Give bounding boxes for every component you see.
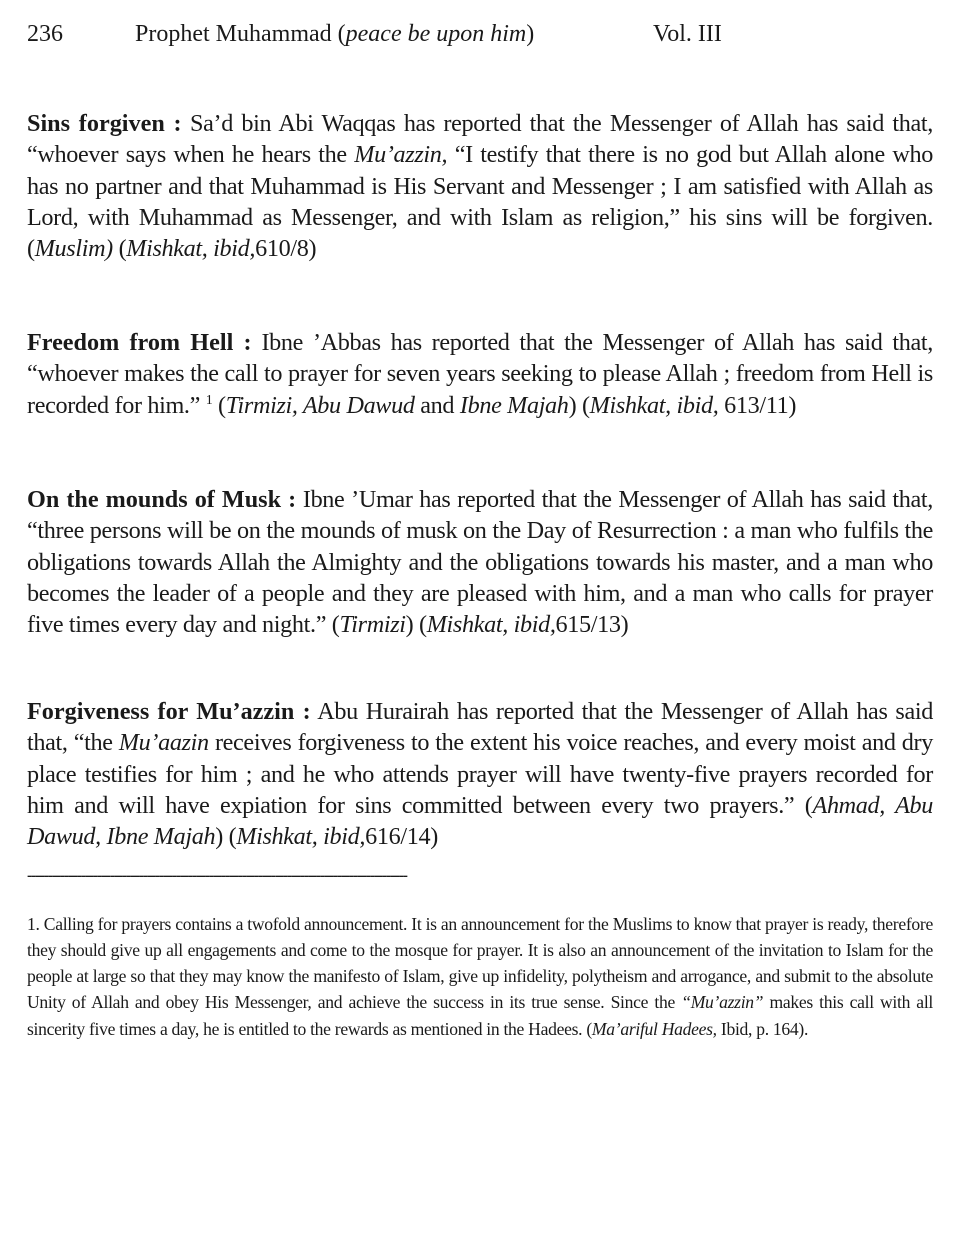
text-run: Ibid, p. 164).: [716, 1018, 809, 1039]
text-run: Mishkat, ibid,: [589, 391, 719, 419]
text-run: Mu’azzin,: [354, 141, 448, 169]
page-number: 236: [27, 21, 63, 47]
section-forgiveness-for-muazzin: [27, 696, 933, 852]
text-run: Abu Hurairah has reported that the Messenger of Allah has said that, “the: [27, 698, 933, 757]
text-run: ) (: [568, 391, 590, 419]
text-run: 613/11): [718, 391, 797, 419]
text-run: “I testify that there is no god but Allah alone who has no partner and that Muhammad is His Servant and Messenger ; I am satisfied with Allah as Lord, with Muhammad as Messenger, and with Islam as religion,” his sins will be forgiven. (: [27, 141, 933, 263]
text-run: Ibne Majah: [459, 391, 569, 419]
text-run: Ibne ’Umar has reported that the Messenger of Allah has said that, “three persons will be on the mounds of musk on the Day of Resurrection : a man who fulfils the obligations towards Allah the Almighty and the obligations towards his master, and a man who becomes the leader of a people and they are pleased with him, and a man who calls for prayer five times every day and night.” (: [27, 486, 933, 639]
section-sins-forgiven: [27, 108, 933, 264]
text-run: Mishkat, ibid,: [236, 823, 366, 851]
footnote-number: 1.: [27, 913, 40, 934]
text-run: Ibne ’Abbas has reported that the Messenger of Allah has said that, “whoever makes the call to prayer for seven years seeking to please Allah ; freedom from Hell is recorded for him.”: [27, 329, 933, 419]
text-run: (: [112, 235, 127, 263]
text-run: ) (: [215, 823, 237, 851]
footnote-reference: 1: [205, 392, 213, 408]
text-run: Mishkat, ibid,: [126, 235, 256, 263]
text-run: receives forgiveness to the extent his voice reaches, and every moist and dry place testifies for him ; and he who attends prayer will have twenty-five prayers recorded for him and will have expiation for sins committed between every two prayers.” (: [27, 729, 933, 820]
text-run: 616/14): [365, 823, 438, 851]
book-title: [135, 18, 534, 50]
section-heading: Forgiveness for Mu’azzin :: [27, 698, 311, 726]
section-heading: Sins forgiven :: [27, 110, 182, 138]
text-run: Tirmizi: [339, 611, 406, 639]
text-run: Calling for prayers contains a twofold announcement. It is an announcement for the Muslims to know that prayer is ready, therefore they should give up all engagements and come to the mosque for prayer. It is also an announcement of the invitation to Islam for the people at large so that they may know the manifesto of Islam, give up infidelity, polytheism and arrogance, and submit to the absolute Unity of Allah and obey His Messenger, and achieve the success in its true sense. Since the: [27, 913, 933, 1013]
text-run: 610/8): [255, 235, 317, 263]
text-run: makes this call with all sincerity five times a day, he is entitled to the rewards as mentioned in the Hadees. (: [27, 992, 933, 1039]
text-run: and: [414, 391, 460, 419]
footnote-body: [27, 914, 933, 1039]
footnote-1: [27, 911, 933, 1042]
section-mounds-of-musk: [27, 484, 933, 640]
text-run: 615/13): [555, 611, 629, 639]
volume-label: Vol. III: [653, 21, 722, 47]
text-run: Sa’d bin Abi Waqqas has reported that the Messenger of Allah has said that, “whoever says when he hears the: [27, 110, 933, 169]
section-heading: On the mounds of Musk :: [27, 486, 297, 514]
section-heading: Freedom from Hell :: [27, 329, 252, 357]
text-run: Mu’aazin: [118, 729, 209, 757]
text-run: ) (: [405, 611, 427, 639]
text-run: Ahmad, Abu Dawud, Ibne Majah: [27, 792, 933, 851]
honorific-close: ): [526, 21, 535, 47]
honorific-text: peace be upon him: [345, 21, 527, 47]
book-title-text: Prophet Muhammad: [135, 21, 332, 47]
text-run: Ma’ariful Hadees,: [591, 1018, 717, 1039]
text-run: Tirmizi, Abu Dawud: [225, 391, 415, 419]
honorific-open: (: [337, 21, 346, 47]
text-run: (: [212, 391, 226, 419]
text-run: “Mu’azzin”: [681, 992, 764, 1013]
section-freedom-from-hell: [27, 327, 933, 421]
text-run: Mishkat, ibid,: [426, 611, 556, 639]
footnote-separator: --------------------------------------------------------------------------------------------: [27, 867, 407, 884]
text-run: Muslim): [34, 235, 113, 263]
